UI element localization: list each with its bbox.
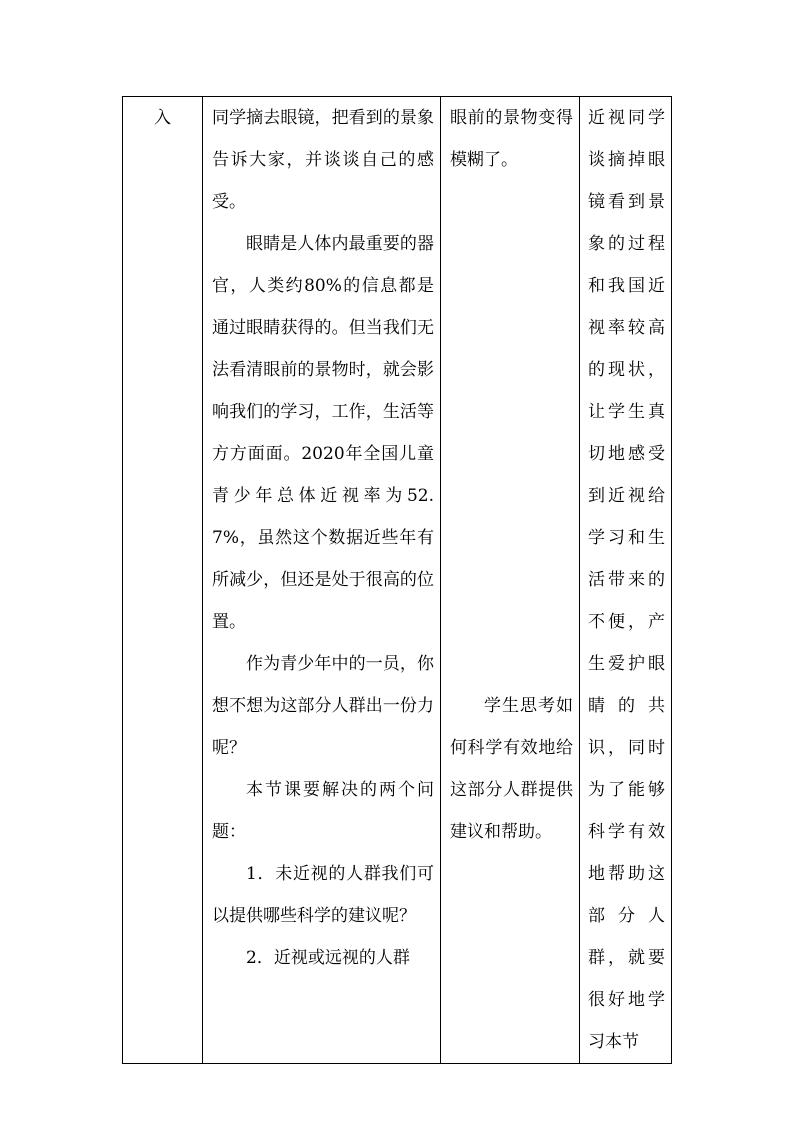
- teacher-paragraph-3: 作为青少年中的一员，你想不想为这部分人群出一份力呢？: [212, 654, 434, 758]
- stage-cell: [123, 97, 203, 1064]
- teacher-activity-cell: [203, 97, 441, 1064]
- teacher-paragraph-4: 本节课要解决的两个问题：: [212, 780, 434, 842]
- stage-label: 入: [154, 108, 171, 128]
- lesson-plan-table: [122, 96, 672, 1064]
- teacher-paragraph-1: 同学摘去眼镜，把看到的景象告诉大家，并谈谈自己的感受。: [212, 108, 434, 212]
- student-paragraph-2: 学生思考如何科学有效地给这部分人群提供建议和帮助。: [450, 696, 573, 842]
- student-paragraph-1: 眼前的景物变得模糊了。: [450, 108, 573, 170]
- design-paragraph-1: 近视同学谈摘掉眼镜看到景象的过程和我国近视率较高的现状，让学生真切地感受到近视给学习和生活带来的不便，产生爱护眼睛的共识，同时为了能够科学有效地帮助这部分人群，就要很好地学习本节: [588, 108, 665, 1052]
- teacher-paragraph-2: 眼睛是人体内最重要的器官，人类约80%的信息都是通过眼睛获得的。但当我们无法看清眼前的景物时，就会影响我们的学习，工作，生活等方方面面。2020年全国儿童青少年总体近视率为52.7%，虽然这个数据近些年有所减少，但还是处于很高的位置。: [212, 234, 434, 632]
- table-row: [123, 97, 672, 1064]
- design-intent-cell: [580, 97, 672, 1064]
- student-spacer: [450, 181, 573, 685]
- teacher-paragraph-6: 2．近视或远视的人群: [246, 948, 410, 968]
- student-activity-cell: [441, 97, 580, 1064]
- teacher-paragraph-5: 1．未近视的人群我们可以提供哪些科学的建议呢？: [212, 864, 434, 926]
